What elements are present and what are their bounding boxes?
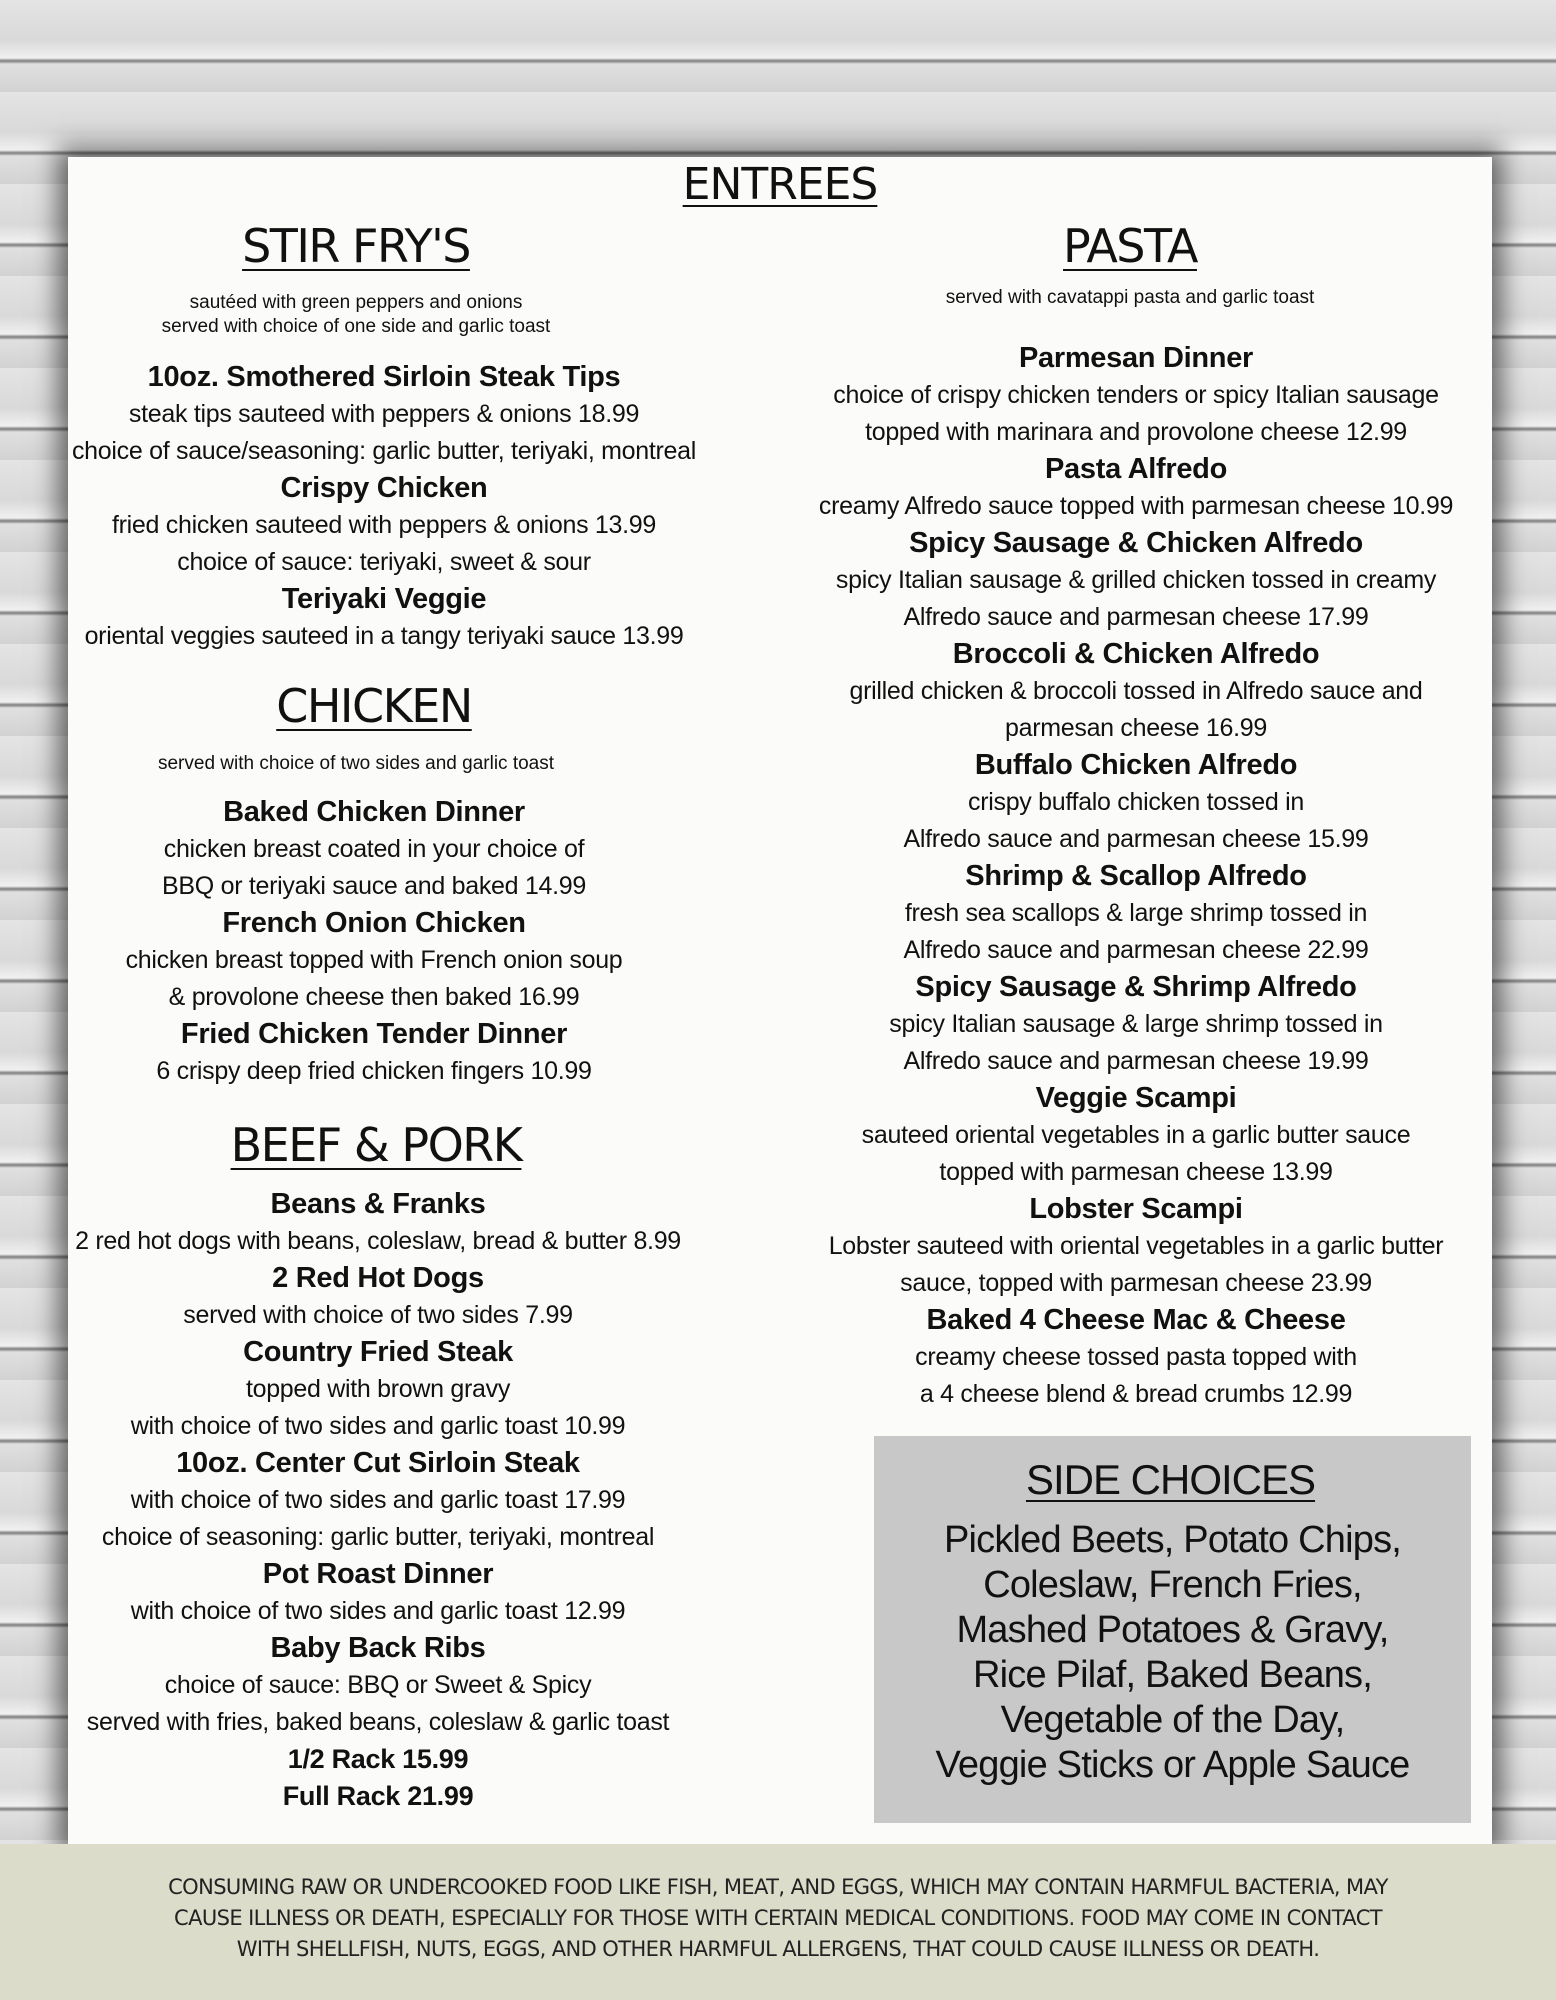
section-title-stir-fry: STIR FRY'S [242,219,470,273]
menu-item-name: 10oz. Center Cut Sirloin Steak [176,1447,580,1479]
menu-item-name: Veggie Scampi [1035,1082,1237,1114]
allergen-disclaimer [0,1844,1556,2000]
menu-item-desc: 6 crispy deep fried chicken fingers 10.99 [156,1057,592,1085]
section-note: served with choice of two sides and garlic toast [157,753,555,774]
menu-item-desc: sauce, topped with parmesan cheese 23.99 [900,1269,1372,1297]
menu-item-desc: topped with brown gravy [245,1375,511,1403]
side-choices-line: Vegetable of the Day, [1000,1699,1345,1741]
disclaimer-line: CAUSE ILLNESS OR DEATH, ESPECIALLY FOR THOSE WITH CERTAIN MEDICAL CONDITIONS. FOOD MAY COME IN CONTACT [174,1906,1382,1930]
menu-item-desc: served with choice of two sides 7.99 [183,1301,573,1329]
menu-panel [68,157,1492,1844]
menu-item-desc: 2 red hot dogs with beans, coleslaw, bread & butter 8.99 [75,1227,681,1255]
menu-item-name: Buffalo Chicken Alfredo [974,749,1298,781]
side-choices-line: Coleslaw, French Fries, [983,1564,1362,1606]
menu-item-desc: with choice of two sides and garlic toast 10.99 [130,1412,626,1440]
menu-item-desc: Alfredo sauce and parmesan cheese 19.99 [903,1047,1369,1075]
menu-item-name: French Onion Chicken [222,907,526,939]
menu-item-desc: fresh sea scallops & large shrimp tossed in [904,899,1368,927]
menu-item-name: Fried Chicken Tender Dinner [180,1018,568,1050]
side-choices-line: Mashed Potatoes & Gravy, [956,1609,1389,1651]
menu-item-name: 10oz. Smothered Sirloin Steak Tips [147,361,621,393]
menu-item-name: Shrimp & Scallop Alfredo [965,860,1307,892]
menu-item-desc: Alfredo sauce and parmesan cheese 22.99 [903,936,1369,964]
section-note: sautéed with green peppers and onions [189,292,523,313]
menu-item-desc: parmesan cheese 16.99 [1005,714,1267,742]
menu-item-desc: creamy cheese tossed pasta topped with [915,1343,1357,1371]
menu-item-desc: steak tips sauteed with peppers & onions 18.99 [128,400,640,428]
menu-item-desc: choice of seasoning: garlic butter, teriyaki, montreal [101,1523,655,1551]
menu-item-desc: grilled chicken & broccoli tossed in Alfredo sauce and [849,677,1423,705]
menu-item-name: Teriyaki Veggie [281,583,487,615]
menu-item-desc: a 4 cheese blend & bread crumbs 12.99 [919,1380,1353,1408]
menu-item-name: Baked 4 Cheese Mac & Cheese [926,1304,1346,1336]
menu-item-desc: chicken breast topped with French onion soup [125,946,623,974]
menu-item-name: Lobster Scampi [1029,1193,1243,1225]
menu-item-desc: oriental veggies sauteed in a tangy teriyaki sauce 13.99 [84,622,684,650]
menu-item-name: Broccoli & Chicken Alfredo [952,638,1320,670]
menu-item-desc: & provolone cheese then baked 16.99 [168,983,580,1011]
menu-item-desc: served with fries, baked beans, coleslaw & garlic toast [86,1708,670,1736]
disclaimer-line: WITH SHELLFISH, NUTS, EGGS, AND OTHER HARMFUL ALLERGENS, THAT COULD CAUSE ILLNESS OR DEATH. [236,1937,1320,1961]
section-note: served with choice of one side and garlic toast [161,316,551,337]
side-choices-title: SIDE CHOICES [1025,1456,1316,1503]
menu-item-desc: Lobster sauteed with oriental vegetables in a garlic butter [828,1232,1444,1260]
menu-item-desc: choice of sauce/seasoning: garlic butter, teriyaki, montreal [71,437,696,465]
menu-item-desc: Alfredo sauce and parmesan cheese 17.99 [903,603,1369,631]
menu-item-name: Beans & Franks [270,1188,486,1220]
menu-item-desc: creamy Alfredo sauce topped with parmesan cheese 10.99 [818,492,1454,520]
menu-item-name: Spicy Sausage & Chicken Alfredo [909,527,1363,559]
menu-item-desc: topped with marinara and provolone cheese 12.99 [865,418,1407,446]
menu-item-desc: spicy Italian sausage & grilled chicken tossed in creamy [835,566,1437,594]
section-title-chicken: CHICKEN [276,679,472,733]
section-note: served with cavatappi pasta and garlic toast [945,287,1315,308]
menu-item-name: Parmesan Dinner [1018,342,1254,374]
price-half-rack: 1/2 Rack 15.99 [287,1744,469,1774]
menu-item-desc: choice of sauce: BBQ or Sweet & Spicy [164,1671,592,1699]
menu-item-name: 2 Red Hot Dogs [272,1262,484,1294]
menu-item-name: Baked Chicken Dinner [223,796,525,828]
side-choices-line: Veggie Sticks or Apple Sauce [935,1744,1410,1786]
menu-item-desc: choice of sauce: teriyaki, sweet & sour [177,548,591,576]
price-full-rack: Full Rack 21.99 [282,1781,474,1811]
menu-item-desc: crispy buffalo chicken tossed in [968,788,1304,816]
menu-item-name: Pasta Alfredo [1045,453,1227,485]
section-title-beef-pork: BEEF & PORK [230,1118,522,1172]
menu-item-desc: BBQ or teriyaki sauce and baked 14.99 [162,872,586,900]
menu-item-desc: chicken breast coated in your choice of [163,835,585,863]
side-choices-line: Rice Pilaf, Baked Beans, [972,1654,1373,1696]
menu-item-desc: sauteed oriental vegetables in a garlic butter sauce [861,1121,1411,1149]
menu-item-name: Baby Back Ribs [270,1632,486,1664]
menu-item-name: Crispy Chicken [280,472,488,504]
menu-item-desc: with choice of two sides and garlic toast 17.99 [130,1486,626,1514]
menu-item-desc: with choice of two sides and garlic toast 12.99 [130,1597,626,1625]
disclaimer-line: CONSUMING RAW OR UNDERCOOKED FOOD LIKE FISH, MEAT, AND EGGS, WHICH MAY CONTAIN HARMFUL BACTERIA, MAY [168,1875,1388,1899]
menu-item-desc: spicy Italian sausage & large shrimp tossed in [889,1010,1383,1038]
menu-item-desc: Alfredo sauce and parmesan cheese 15.99 [903,825,1369,853]
side-choices-box [874,1436,1471,1823]
menu-item-name: Country Fried Steak [243,1336,513,1368]
section-title-pasta: PASTA [1063,219,1197,273]
menu-item-desc: topped with parmesan cheese 13.99 [939,1158,1333,1186]
menu-item-name: Pot Roast Dinner [262,1558,494,1590]
menu-item-name: Spicy Sausage & Shrimp Alfredo [915,971,1357,1003]
menu-item-desc: fried chicken sauteed with peppers & onions 13.99 [112,511,656,539]
left-column [68,157,780,1844]
side-choices-line: Pickled Beets, Potato Chips, [943,1519,1402,1561]
page-title: ENTREES [682,159,878,210]
menu-item-desc: choice of crispy chicken tenders or spicy Italian sausage [833,381,1439,409]
